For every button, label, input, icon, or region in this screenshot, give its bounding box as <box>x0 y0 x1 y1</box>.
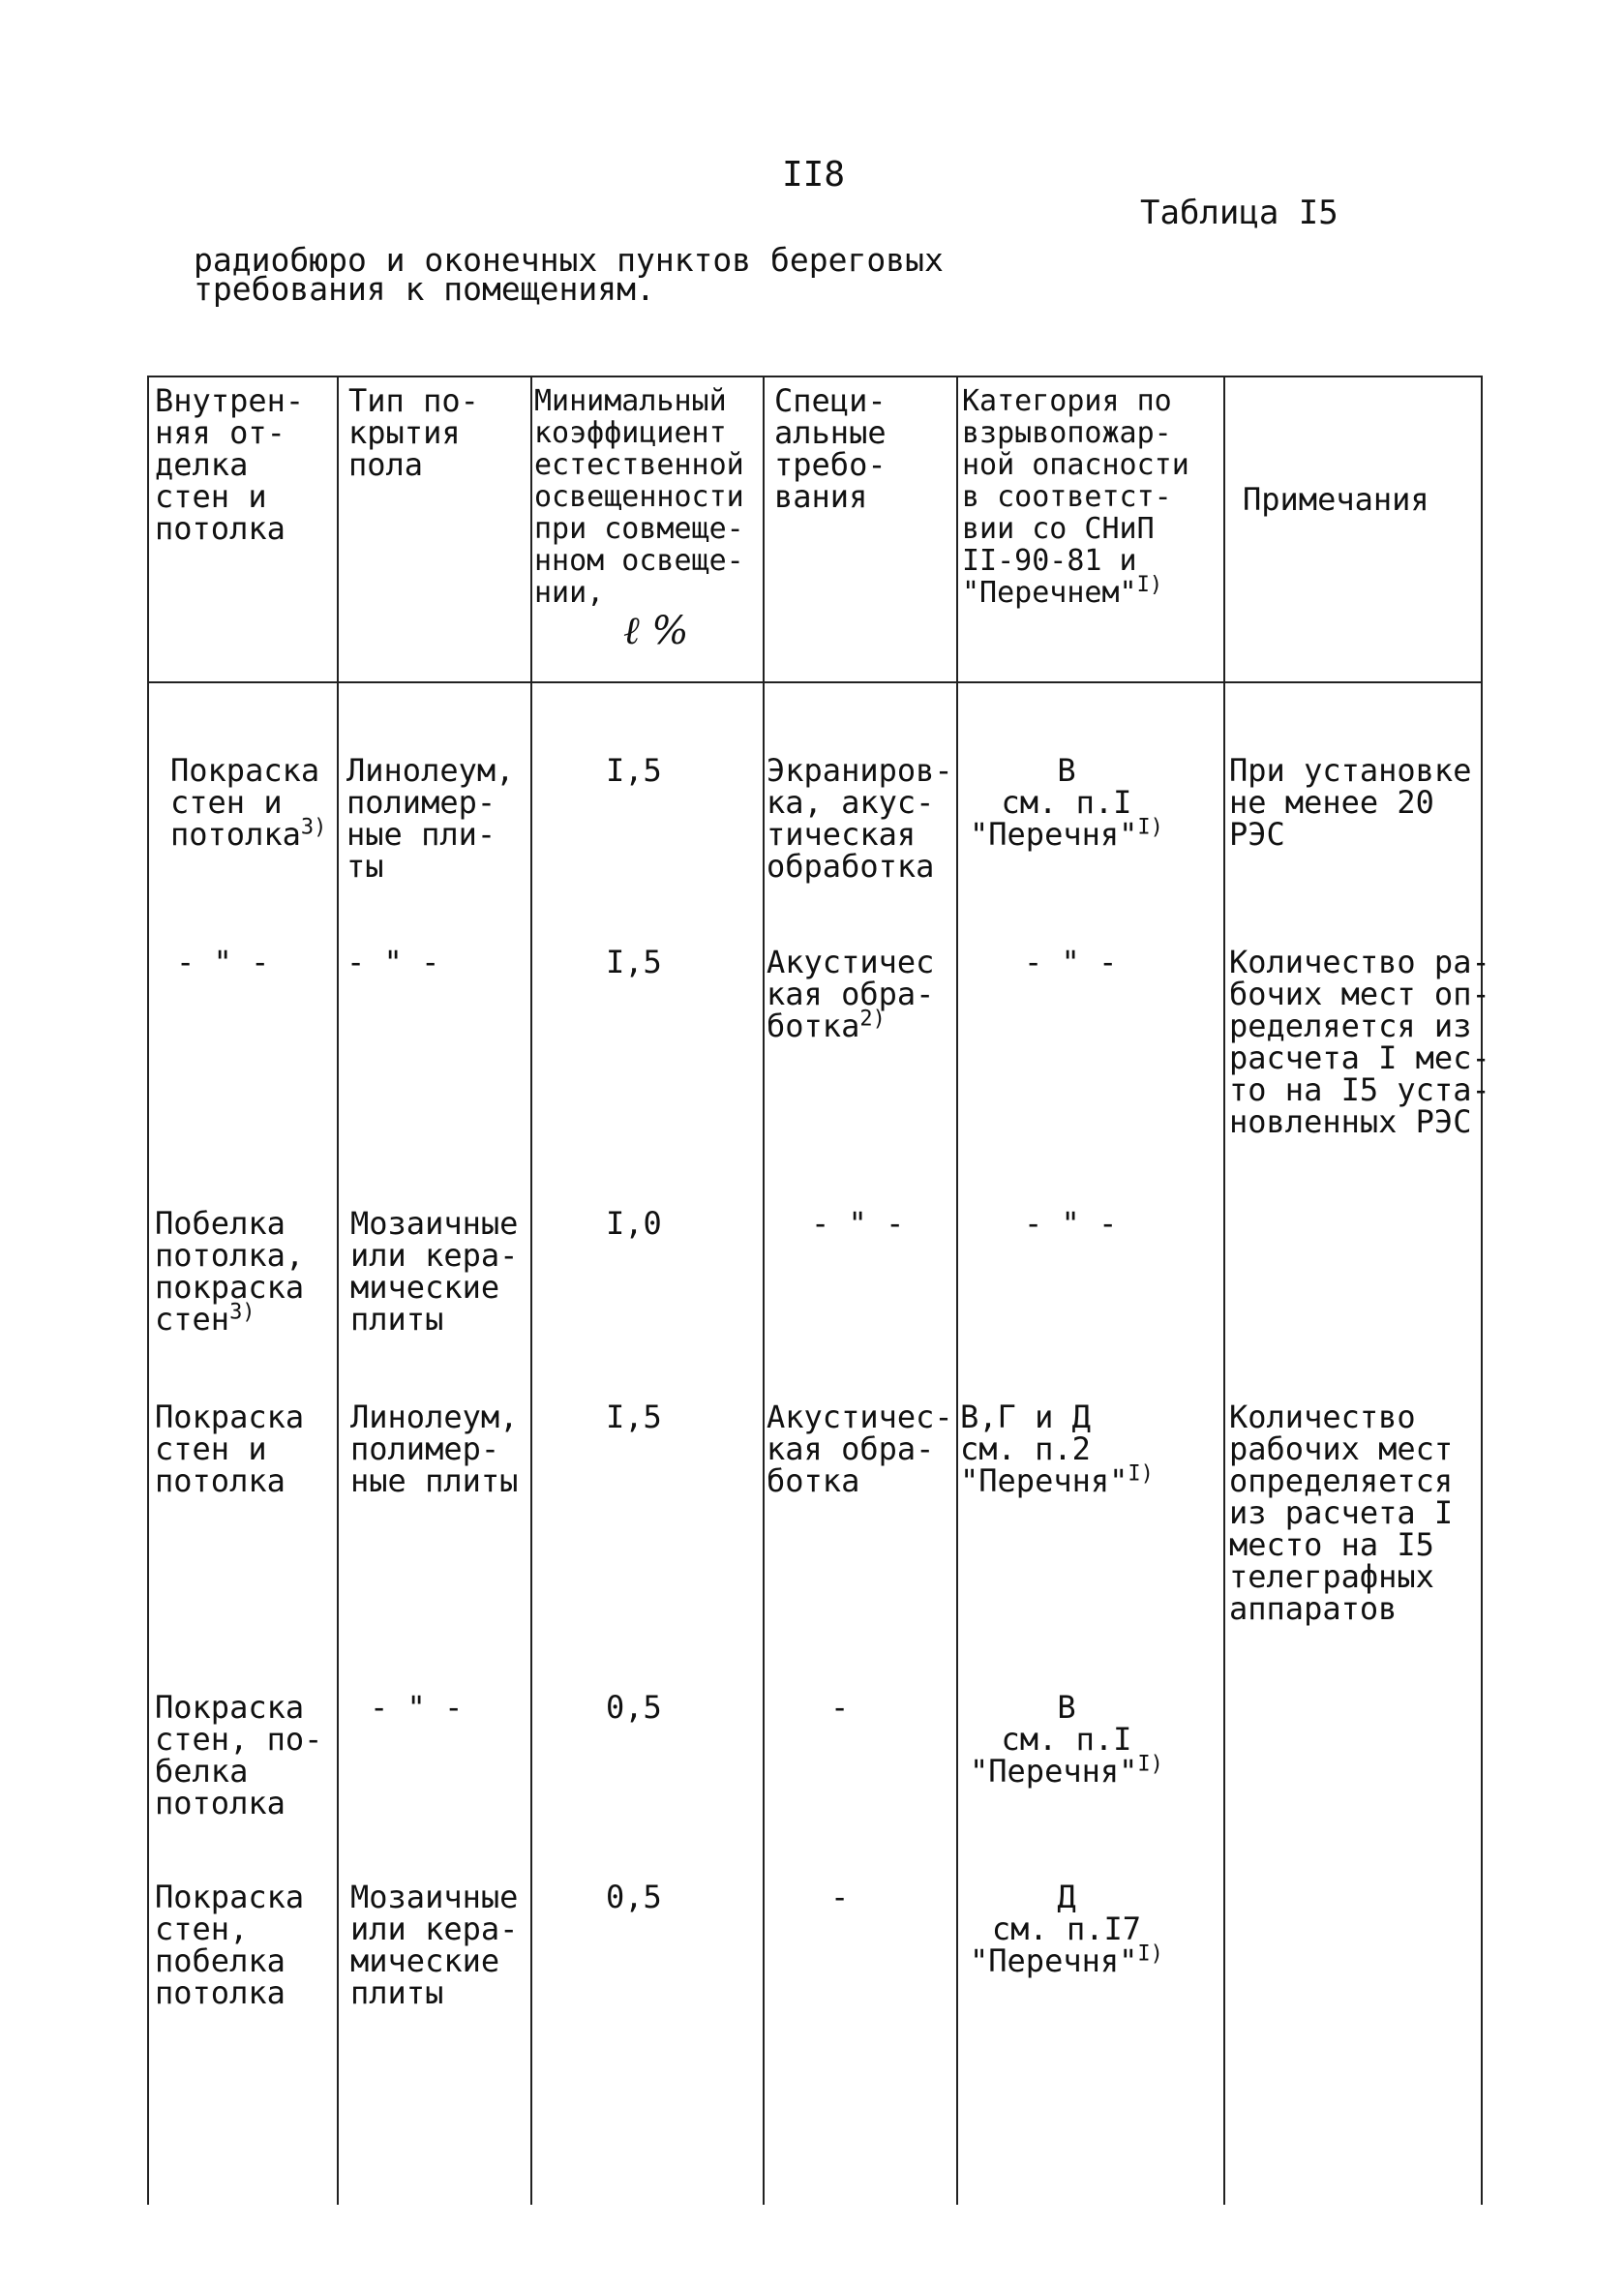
row-5-category: В см. п.I "Перечня"$^{I)}$ <box>970 1689 1163 1790</box>
header-light-coefficient: Минимальный коэффициент естественной освещенности при совмеще- нном освеще- нии, <box>534 384 744 610</box>
row-6-category: Д см. п.I7 "Перечня"$^{I)}$ <box>970 1879 1163 1979</box>
row-3-coefficient: I,0 <box>606 1205 662 1242</box>
row-3-special: - " - <box>811 1205 905 1242</box>
header-wall-finish: Внутрен- няя от- делка стен и потолка <box>155 382 305 547</box>
row-2-coefficient: I,5 <box>606 944 662 980</box>
header-special-requirements: Специ- альные требо- вания <box>774 382 887 515</box>
row-1-coefficient: I,5 <box>606 752 662 789</box>
column-divider <box>956 376 958 2205</box>
column-divider <box>530 376 532 2205</box>
page-number: II8 <box>782 155 846 195</box>
table-label: Таблица I5 <box>1140 194 1338 232</box>
column-divider <box>337 376 339 2205</box>
row-1-category: В см. п.I "Перечня"$^{I)}$ <box>970 752 1163 853</box>
row-4-finish: Покраска стен и потолка <box>155 1399 305 1499</box>
row-6-coefficient: 0,5 <box>606 1879 662 1915</box>
row-2-notes: Количество ра- бочих мест оп- ределяется из расчета I мес- то на I5 уста- новленных РЭС <box>1229 944 1490 1140</box>
row-4-notes: Количество рабочих мест определяется из расчета I место на I5 телеграфных аппаратов <box>1229 1399 1454 1627</box>
requirements-table <box>147 376 1490 2205</box>
header-notes: Примечания <box>1243 481 1429 518</box>
column-divider <box>1223 376 1225 2205</box>
header-floor-type: Тип по- крытия пола <box>348 382 479 483</box>
header-fire-category: Категория по взрывопожар- ной опасности в соответст- вии со СНиП II-90-81 и "Перечнем"$^{I)}$ <box>962 384 1189 610</box>
column-divider <box>763 376 765 2205</box>
row-5-finish: Покраска стен, по- белка потолка <box>155 1689 323 1821</box>
row-6-special: - <box>830 1879 850 1915</box>
row-2-special: Акустичес кая обра- ботка$^{2)}$ <box>767 944 935 1044</box>
table-border-right <box>1481 376 1483 2205</box>
row-4-category: В,Г и Д см. п.2 "Перечня"$^{I)}$ <box>960 1399 1154 1499</box>
table-caption <box>194 241 944 308</box>
header-light-unit: ℓ % <box>623 609 689 653</box>
row-4-special: Акустичес- кая обра- ботка <box>767 1399 953 1499</box>
row-6-finish: Покраска стен, побелка потолка <box>155 1879 305 2011</box>
row-2-category: - " - <box>1024 944 1118 980</box>
row-1-special: Экраниров- ка, акус- тическая обработка <box>767 752 953 885</box>
row-4-coefficient: I,5 <box>606 1399 662 1435</box>
row-2-floor: - " - <box>346 944 440 980</box>
caption-line-1: радиобюро и оконечных пунктов береговых <box>194 241 944 279</box>
row-5-coefficient: 0,5 <box>606 1689 662 1726</box>
row-3-finish: Побелка потолка, покраска стен$^{3)}$ <box>155 1205 305 1338</box>
row-3-floor: Мозаичные или кера- мические плиты <box>350 1205 519 1338</box>
caption-line-2: требования к помещениям. <box>194 270 655 308</box>
row-1-finish: Покраска стен и потолка$^{3)}$ <box>170 752 327 853</box>
table-border-left <box>147 376 149 2205</box>
table-border-top <box>147 376 1483 377</box>
row-3-category: - " - <box>1024 1205 1118 1242</box>
row-5-special: - <box>830 1689 850 1726</box>
row-4-floor: Линолеум, полимер- ные плиты <box>350 1399 519 1499</box>
row-5-floor: - " - <box>370 1689 464 1726</box>
header-separator <box>147 681 1483 683</box>
row-1-notes: При установке не менее 20 РЭС <box>1229 752 1472 853</box>
row-1-floor: Линолеум, полимер- ные пли- ты <box>346 752 515 885</box>
row-2-finish: - " - <box>176 944 270 980</box>
row-6-floor: Мозаичные или кера- мические плиты <box>350 1879 519 2011</box>
